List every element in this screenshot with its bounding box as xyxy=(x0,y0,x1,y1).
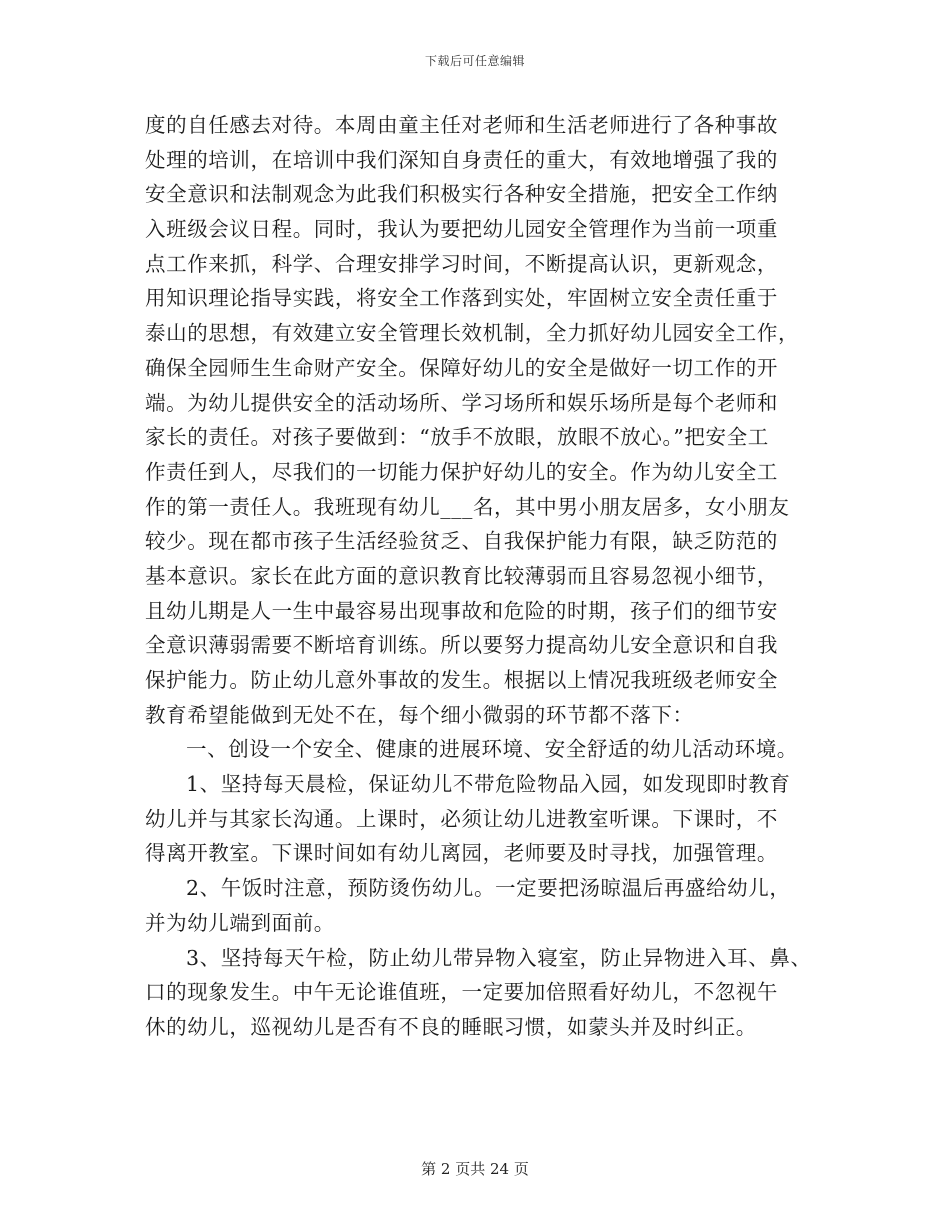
text-line: 得离开教室。下课时间如有幼儿离园，老师要及时寻找，加强管理。 xyxy=(145,841,778,866)
text-line: 保护能力。防止幼儿意外事故的发生。根据以上情况我班级老师安全 xyxy=(145,668,778,692)
text-line: 入班级会议日程。同时，我认为要把幼儿园安全管理作为当前一项重 xyxy=(145,217,778,242)
text-line: 口的现象发生。中午无论谁值班，一定要加倍照看好幼儿，不忽视午 xyxy=(145,980,778,1005)
list-item-start: 2、午饭时注意，预防烫伤幼儿。一定要把汤晾温后再盛给幼儿， xyxy=(186,876,791,901)
text-line: 家长的责任。对孩子要做到：“放手不放眼，放眼不放心。”把安全工 xyxy=(145,425,769,450)
text-line: 用知识理论指导实践，将安全工作落到实处，牢固树立安全责任重于 xyxy=(145,286,778,311)
text-line: 安全意识和法制观念为此我们积极实行各种安全措施，把安全工作纳 xyxy=(145,182,778,207)
text-line: 作责任到人，尽我们的一切能力保护好幼儿的安全。作为幼儿安全工 xyxy=(145,459,778,484)
text-line: 作的第一责任人。我班现有幼儿___名，其中男小朋友居多，女小朋友 xyxy=(145,494,790,519)
text-line: 基本意识。家长在此方面的意识教育比较薄弱而且容易忽视小细节， xyxy=(145,563,778,588)
text-line: 度的自任感去对待。本周由童主任对老师和生活老师进行了各种事故 xyxy=(145,113,778,137)
text-line: 并为幼儿端到面前。 xyxy=(145,910,335,935)
page-footer: 第 2 页共 24 页 xyxy=(421,1160,529,1178)
text-line: 处理的培训，在培训中我们深知自身责任的重大，有效地增强了我的 xyxy=(145,147,778,172)
section-heading: 一、创设一个安全、健康的进展环境、安全舒适的幼儿活动环境。 xyxy=(186,737,798,762)
text-line: 确保全园师生生命财产安全。保障好幼儿的安全是做好一切工作的开 xyxy=(145,355,778,380)
body-text xyxy=(145,108,815,1045)
text-line: 教育希望能做到无处不在，每个细小微弱的环节都不落下： xyxy=(145,702,694,727)
text-line: 休的幼儿，巡视幼儿是否有不良的睡眠习惯，如蒙头并及时纠正。 xyxy=(145,1014,757,1039)
text-line: 且幼儿期是人一生中最容易出现事故和危险的时期，孩子们的细节安 xyxy=(145,598,778,623)
text-line: 泰山的思想，有效建立安全管理长效机制，全力抓好幼儿园安全工作， xyxy=(145,321,800,346)
page-header: 下载后可任意编辑 xyxy=(424,54,525,68)
text-line: 端。为幼儿提供安全的活动场所、学习场所和娱乐场所是每个老师和 xyxy=(145,390,778,415)
list-item-start: 3、坚持每天午检，防止幼儿带异物入寝室，防止异物进入耳、鼻、 xyxy=(186,945,812,970)
text-line: 全意识薄弱需要不断培育训练。所以要努力提高幼儿安全意识和自我 xyxy=(145,633,778,658)
list-item-start: 1、坚持每天晨检，保证幼儿不带危险物品入园，如发现即时教育 xyxy=(186,772,791,797)
text-line: 较少。现在都市孩子生活经验贫乏、自我保护能力有限，缺乏防范的 xyxy=(145,529,778,554)
text-line: 点工作来抓，科学、合理安排学习时间，不断提高认识，更新观念， xyxy=(145,251,778,276)
text-line: 幼儿并与其家长沟通。上课时，必须让幼儿进教室听课。下课时，不 xyxy=(145,806,778,831)
